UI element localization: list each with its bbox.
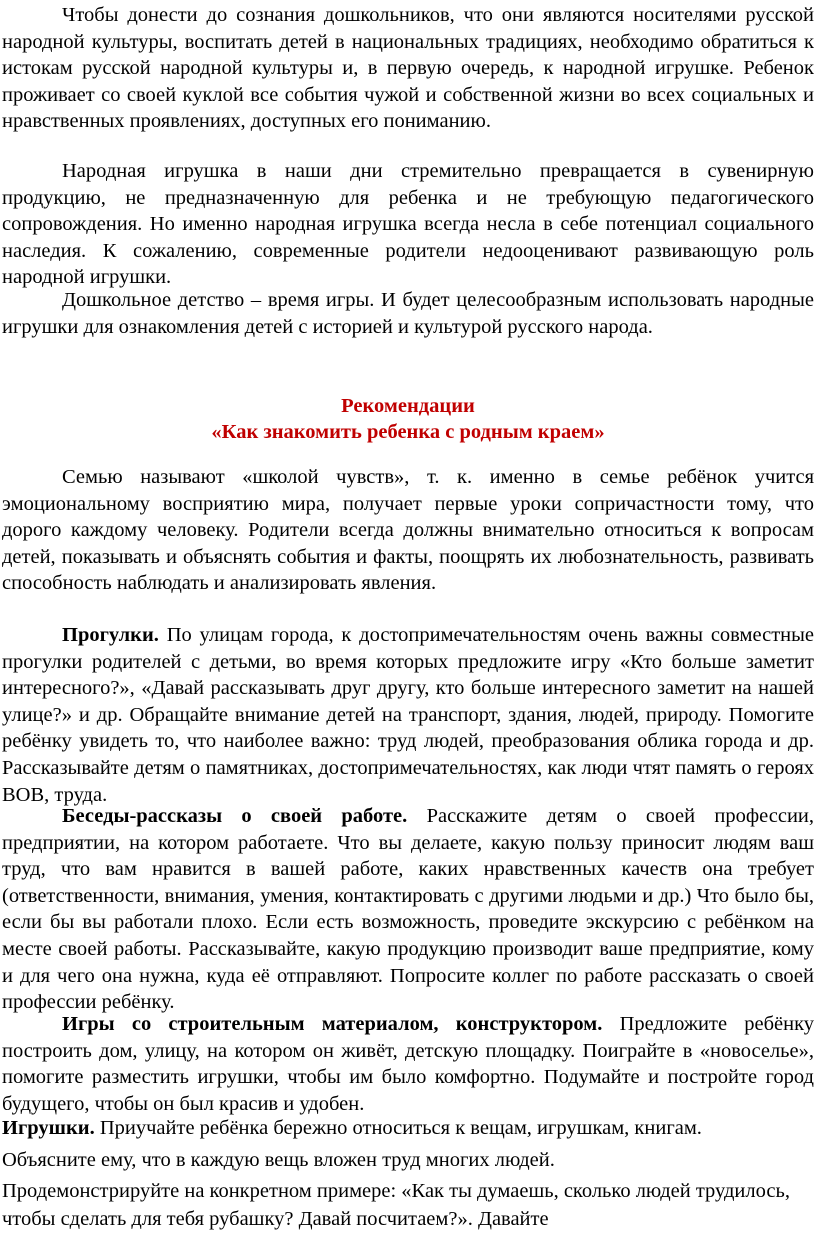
- toys-label: Игрушки.: [2, 1117, 95, 1139]
- games-label: Игры со строительным материалом, конструктором.: [62, 1013, 603, 1035]
- talks-label: Беседы-рассказы о своей работе.: [62, 805, 408, 827]
- intro-paragraph-3: Дошкольное детство – время игры. И будет целесообразным использовать народные игрушки для ознакомления детей с историей и культурой русского народа.: [2, 289, 814, 338]
- toys-text-1: Приучайте ребёнка бережно относиться к вещам, игрушкам, книгам.: [99, 1117, 702, 1139]
- recommendations-subtitle: «Как знакомить ребенка с родным краем»: [211, 421, 605, 443]
- games-paragraph: [2, 1011, 814, 1117]
- intro-paragraph-2: Народная игрушка в наши дни стремительно превращается в сувенирную продукцию, не предназначенную для ребенка и не требующую педагогического сопровождения. Но именно народная игрушка всегда несла в себе потенциал социального наследия. К сожалению, современные родители недооценивают развивающую роль народной игрушки.: [2, 160, 814, 289]
- toys-line-1: [2, 1114, 814, 1142]
- talks-paragraph: [2, 803, 814, 1016]
- intro-paragraph-1: Чтобы донести до сознания дошкольников, что они являются носителями русской народной культуры, воспитать детей в национальных традициях, необходимо обратиться к истокам русской народной культуры и, в первую очередь, к народной игрушке. Ребенок проживает со своей куклой все события чужой и собственной жизни во всех социальных и нравственных проявлениях, доступных его пониманию.: [2, 4, 814, 133]
- family-paragraph: Семью называют «школой чувств», т. к. именно в семье ребёнок учится эмоциональному восприятию мира, получает первые уроки сопричастности тому, что дорого каждому человеку. Родители всегда должны внимательно относиться к вопросам детей, показывать и объяснять события и факты, поощрять их любознательность, развивать способность наблюдать и анализировать явления.: [2, 466, 814, 595]
- walks-label: Прогулки.: [62, 624, 159, 646]
- toys-line-2: Объясните ему, что в каждую вещь вложен труд многих людей.: [2, 1149, 555, 1171]
- recommendations-title: Рекомендации: [341, 395, 475, 417]
- games-text: Предложите ребёнку построить дом, улицу, на котором он живёт, детскую площадку. Поиграйте в «новоселье», помогите разместить игрушки, чтобы им было комфортно. Подумайте и постройте город будущего, чтобы он был красив и удобен.: [2, 1013, 815, 1115]
- walks-text: По улицам города, к достопримечательностям очень важны совместные прогулки родителей с детьми, во время которых предложите игру «Кто больше заметит интересного?», «Давай рассказывать друг другу, кто больше интересного заметит на нашей улице?» и др. Обращайте внимание детей на транспорт, здания, людей, природу. Помогите ребёнку увидеть то, что наиболее важно: труд людей, преобразования облика города и др. Рассказывайте детям о памятниках, достопримечательностях, как люди чтят память о героях ВОВ, труда.: [2, 624, 814, 806]
- toys-line-3: Продемонстрируйте на конкретном примере: «Как ты думаешь, сколько людей трудилось, чтобы сделать для тебя рубашку? Давай посчитаем?». Давайте: [2, 1180, 790, 1230]
- toys-section: [2, 1114, 814, 1233]
- talks-text: Расскажите детям о своей профессии, предприятии, на котором работаете. Что вы делаете, какую пользу приносит людям ваш труд, что вам нравится в вашей работе, каких нравственных качеств она требует (ответственности, внимания, умения, контактировать с другими людьми и др.) Что было бы, если бы вы работали плохо. Если есть возможность, проведите экскурсию с ребёнком на месте своей работы. Рассказывайте, какую продукцию производит ваше предприятие, кому и для чего она нужна, куда её отправляют. Попросите коллег по работе рассказать о своей профессии ребёнку.: [2, 805, 815, 1014]
- walks-paragraph: [2, 622, 814, 808]
